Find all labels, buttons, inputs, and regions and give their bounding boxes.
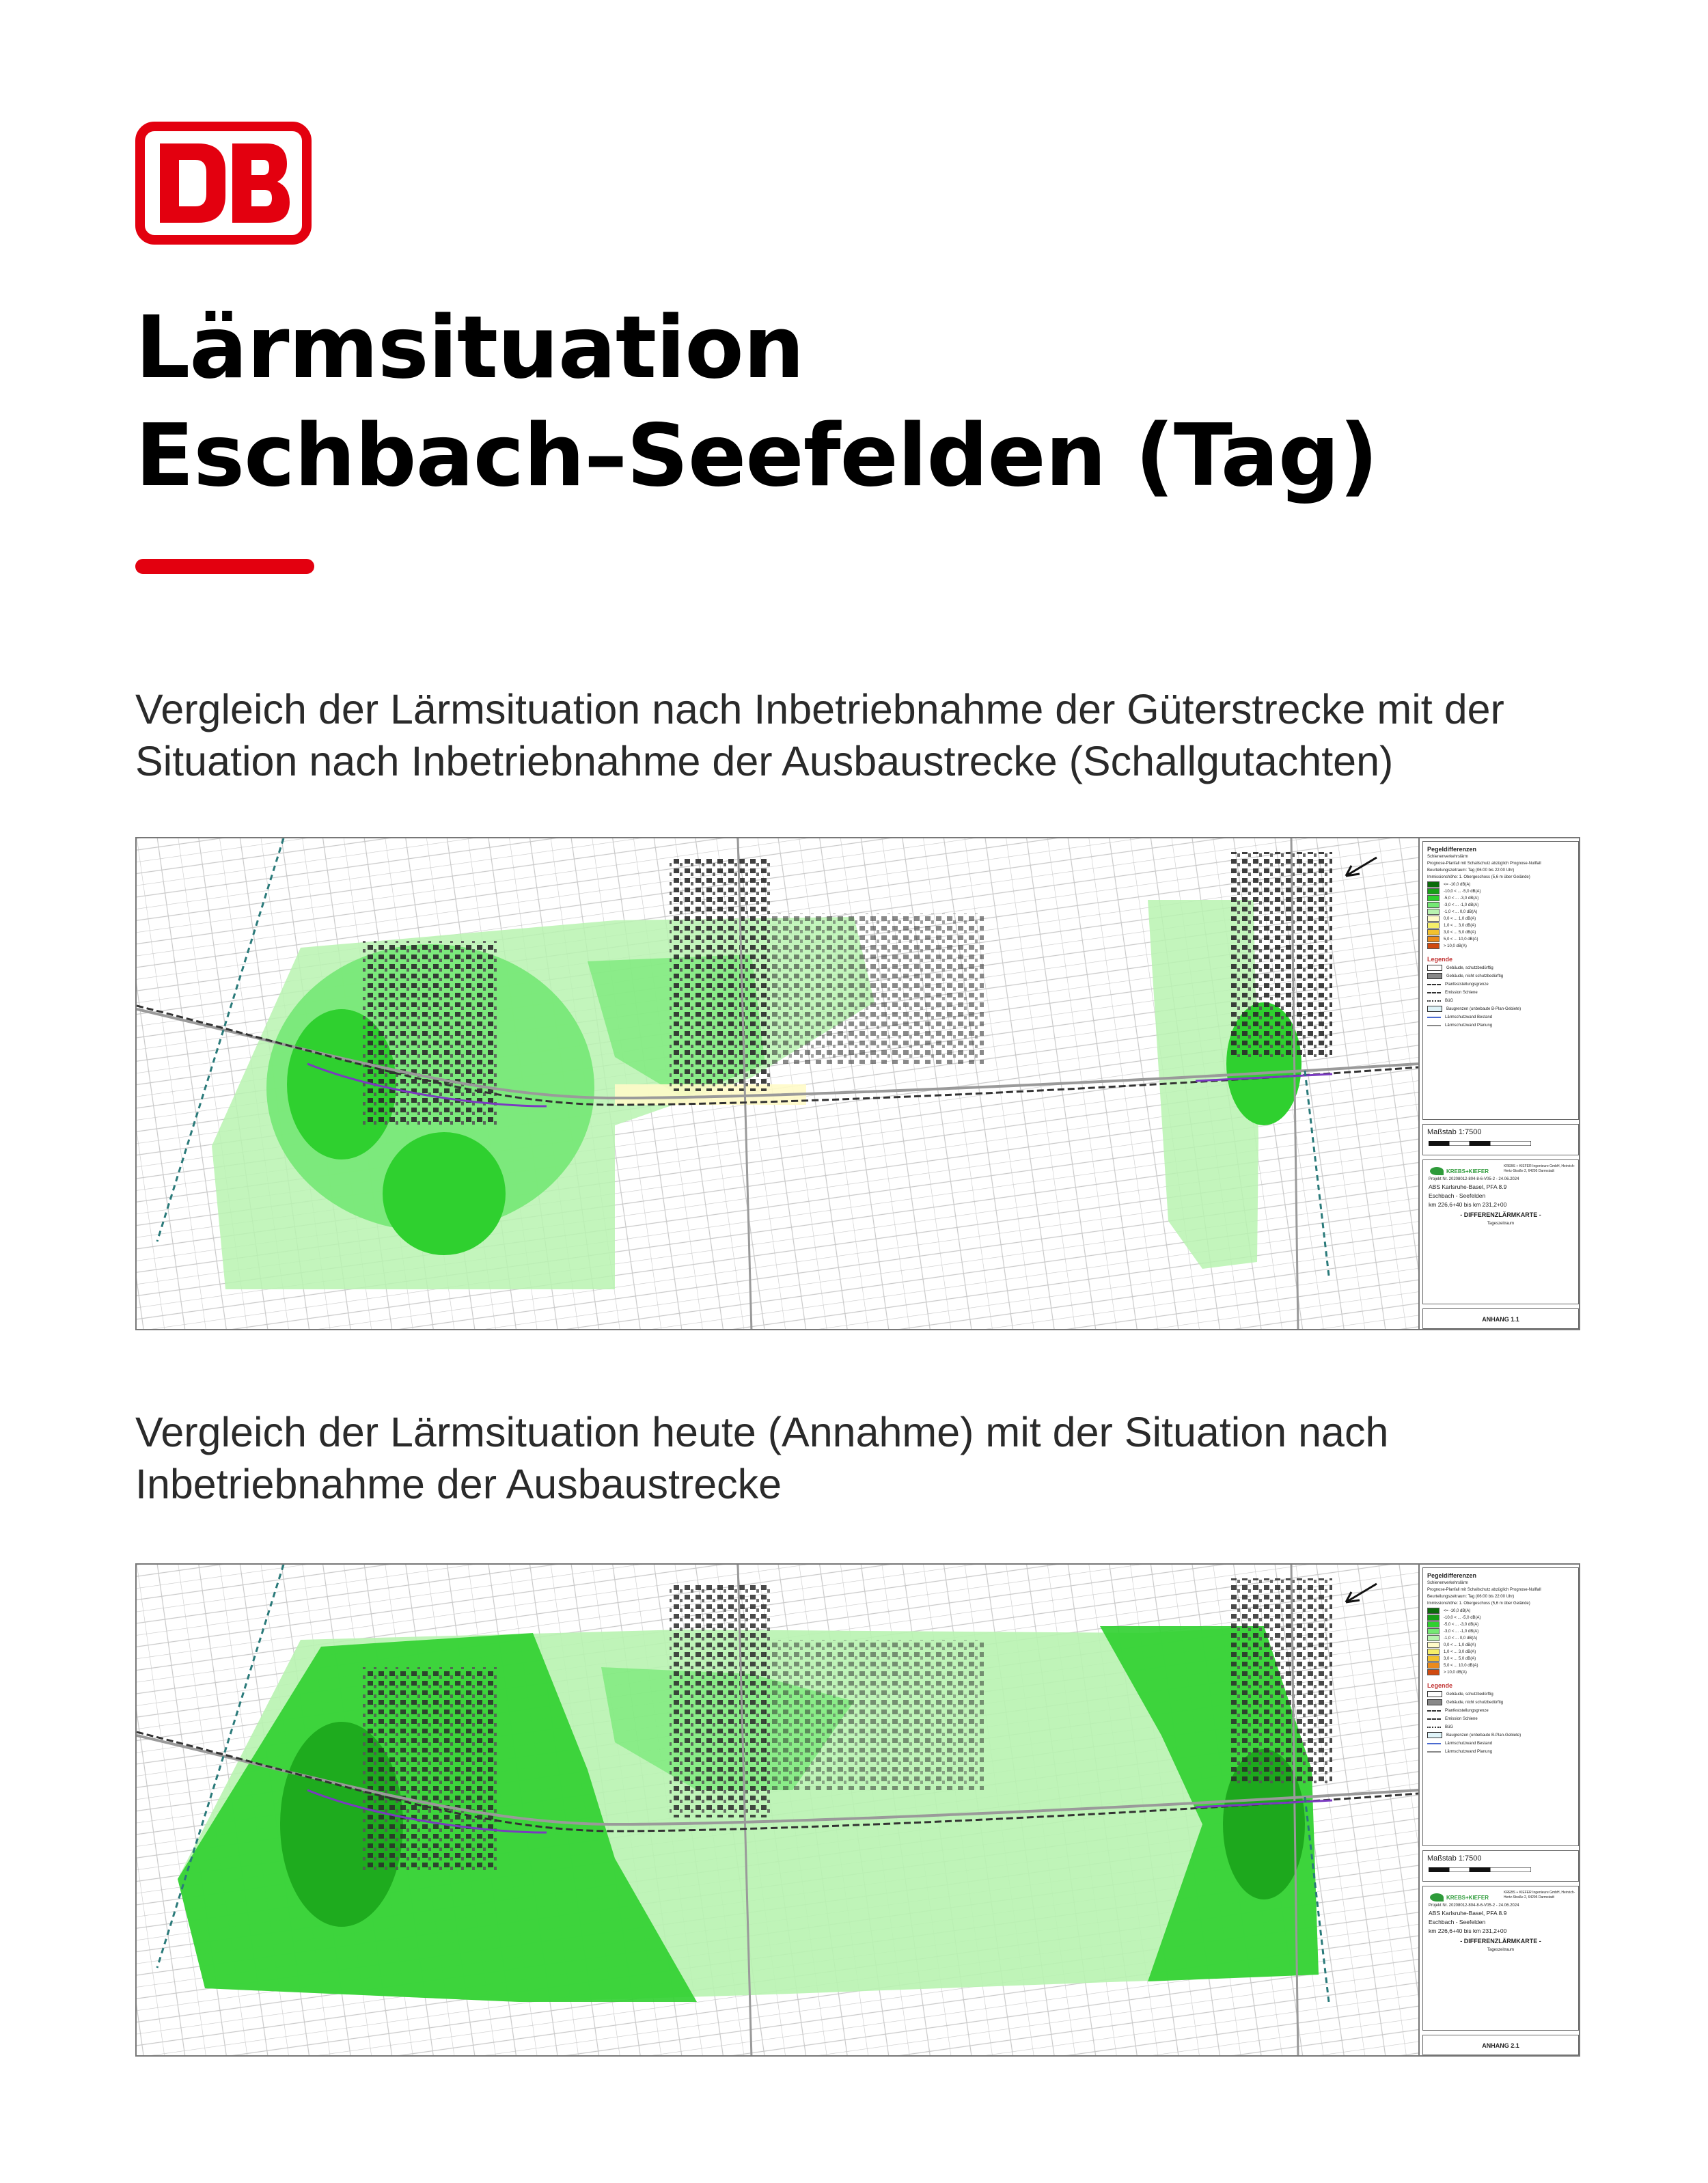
annex-label: ANHANG 1.1 bbox=[1482, 1316, 1519, 1323]
map-1-legend bbox=[1418, 838, 1580, 1330]
legend-level-label: 1,0 < ... 3,0 dB(A) bbox=[1444, 1649, 1476, 1654]
legende-item-label: BüG bbox=[1445, 998, 1454, 1003]
legend-swatch bbox=[1427, 1642, 1440, 1648]
legende-item-label: Gebäude, nicht schutzbedürftig bbox=[1446, 1700, 1504, 1705]
legende-item-label: Lärmschutzwand Bestand bbox=[1445, 1015, 1493, 1019]
legend-level-label: -10,0 < ... -5,0 dB(A) bbox=[1444, 889, 1481, 894]
project-title-line: km 226,6+40 bis km 231,2+00 bbox=[1429, 1927, 1507, 1934]
project-title-line: ABS Karlsruhe-Basel, PFA 8.9 bbox=[1429, 1183, 1507, 1190]
legend-main-box bbox=[1422, 841, 1579, 1120]
legende-symbol-icon bbox=[1427, 1718, 1441, 1720]
legend-level-row bbox=[1427, 1656, 1574, 1662]
legend-swatch bbox=[1427, 909, 1440, 915]
legend-swatch bbox=[1427, 936, 1440, 942]
company-logo-icon bbox=[1430, 1167, 1444, 1175]
legende-heading: Legende bbox=[1427, 1682, 1453, 1689]
legend-note: Schienenverkehrslärm bbox=[1427, 855, 1468, 859]
legend-scale-box bbox=[1422, 1124, 1579, 1155]
legend-level-row bbox=[1427, 936, 1574, 942]
legende-item-label: Emission Schiene bbox=[1445, 1716, 1478, 1721]
legende-item bbox=[1427, 1716, 1574, 1722]
legende-item-label: Planfeststellungsgrenze bbox=[1445, 982, 1489, 987]
legend-title-block bbox=[1422, 1886, 1579, 2031]
legend-level-label: 3,0 < ... 5,0 dB(A) bbox=[1444, 930, 1476, 935]
legend-level-label: 5,0 < ... 10,0 dB(A) bbox=[1444, 1663, 1478, 1668]
map-type: - DIFFERENZLÄRMKARTE - bbox=[1460, 1211, 1541, 1218]
legend-level-label: 3,0 < ... 5,0 dB(A) bbox=[1444, 1656, 1476, 1661]
legend-title-block bbox=[1422, 1159, 1579, 1304]
legend-levels bbox=[1423, 1608, 1578, 1675]
legend-level-row bbox=[1427, 1635, 1574, 1641]
legende-symbol-icon bbox=[1427, 1699, 1442, 1705]
legende-symbol-icon bbox=[1427, 1691, 1442, 1697]
legend-heading: Pegeldifferenzen bbox=[1427, 1572, 1477, 1579]
scale-ruler bbox=[1429, 1141, 1531, 1146]
title-line-1: Lärmsituation bbox=[135, 297, 804, 398]
legende-item bbox=[1427, 989, 1574, 996]
legend-swatch bbox=[1427, 1635, 1440, 1641]
company-logo-icon bbox=[1430, 1893, 1444, 1901]
legend-swatch bbox=[1427, 1628, 1440, 1634]
scale-ruler bbox=[1429, 1867, 1531, 1872]
legende-item-label: Baugrenzen (unbebaute B-Plan-Gebiete) bbox=[1446, 1006, 1521, 1011]
legende-items bbox=[1423, 1691, 1578, 1755]
legend-level-row bbox=[1427, 909, 1574, 915]
annex-box bbox=[1422, 2035, 1579, 2055]
legend-level-row bbox=[1427, 1649, 1574, 1655]
project-title-line: Eschbach - Seefelden bbox=[1429, 1919, 1486, 1925]
legend-level-row bbox=[1427, 1642, 1574, 1648]
legend-level-row bbox=[1427, 1608, 1574, 1614]
legend-swatch bbox=[1427, 922, 1440, 929]
legende-item bbox=[1427, 981, 1574, 987]
db-logo-letters bbox=[145, 131, 302, 235]
legende-item bbox=[1427, 1707, 1574, 1714]
company-name: KREBS+KIEFER bbox=[1446, 1168, 1489, 1175]
company-name: KREBS+KIEFER bbox=[1446, 1894, 1489, 1901]
project-number: Projekt Nr. 20208012-804-8-6-V05-2 - 24.06.2024 bbox=[1429, 1904, 1519, 1908]
legende-symbol-icon bbox=[1427, 1743, 1441, 1744]
legende-item bbox=[1427, 1748, 1574, 1755]
legende-item-label: Baugrenzen (unbebaute B-Plan-Gebiete) bbox=[1446, 1733, 1521, 1738]
legend-swatch bbox=[1427, 1621, 1440, 1628]
legend-note: Prognose-Planfall mit Schallschutz abzüglich Prognose-Nullfall bbox=[1427, 862, 1541, 866]
legende-item bbox=[1427, 965, 1574, 971]
legend-swatch bbox=[1427, 888, 1440, 894]
legend-level-row bbox=[1427, 1615, 1574, 1621]
legend-swatch bbox=[1427, 1662, 1440, 1669]
legend-swatch bbox=[1427, 943, 1440, 949]
section1-caption-line-1: Vergleich der Lärmsituation nach Inbetriebnahme der Güterstrecke mit der bbox=[135, 686, 1504, 732]
legend-level-label: <= -10,0 dB(A) bbox=[1444, 1608, 1471, 1613]
legend-level-label: 5,0 < ... 10,0 dB(A) bbox=[1444, 937, 1478, 942]
legende-item-label: Planfeststellungsgrenze bbox=[1445, 1708, 1489, 1713]
annex-label: ANHANG 2.1 bbox=[1482, 2042, 1519, 2049]
legende-symbol-icon bbox=[1427, 1751, 1441, 1753]
legend-level-label: 1,0 < ... 3,0 dB(A) bbox=[1444, 923, 1476, 928]
legende-symbol-icon bbox=[1427, 1710, 1441, 1712]
map-type: - DIFFERENZLÄRMKARTE - bbox=[1460, 1938, 1541, 1945]
legend-level-label: -1,0 < ... 0,0 dB(A) bbox=[1444, 1636, 1478, 1640]
legend-swatch bbox=[1427, 1649, 1440, 1655]
legende-item bbox=[1427, 998, 1574, 1004]
project-title-line: Eschbach - Seefelden bbox=[1429, 1192, 1486, 1199]
legende-symbol-icon bbox=[1427, 1017, 1441, 1018]
legende-item bbox=[1427, 1022, 1574, 1028]
legende-symbol-icon bbox=[1427, 1000, 1441, 1002]
period-label: Tageszeitraum bbox=[1487, 1222, 1515, 1226]
legend-level-row bbox=[1427, 1621, 1574, 1628]
legende-symbol-icon bbox=[1427, 965, 1442, 971]
period-label: Tageszeitraum bbox=[1487, 1948, 1515, 1952]
legend-note: Beurteilungszeitraum: Tag (06:00 bis 22:00 Uhr) bbox=[1427, 1595, 1515, 1599]
legende-symbol-icon bbox=[1427, 1025, 1441, 1026]
section2-caption bbox=[135, 1406, 1604, 1510]
map-2-drawing bbox=[137, 1565, 1418, 2057]
legend-note: Schienenverkehrslärm bbox=[1427, 1581, 1468, 1585]
legende-item-label: Lärmschutzwand Planung bbox=[1445, 1749, 1493, 1754]
section1-caption bbox=[135, 683, 1604, 787]
legend-level-label: 0,0 < ... 1,0 dB(A) bbox=[1444, 916, 1476, 921]
legend-level-label: 0,0 < ... 1,0 dB(A) bbox=[1444, 1643, 1476, 1647]
map-1-drawing bbox=[137, 838, 1418, 1330]
legende-item bbox=[1427, 1006, 1574, 1012]
legend-swatch bbox=[1427, 1615, 1440, 1621]
page-title bbox=[135, 294, 1378, 510]
legende-items bbox=[1423, 965, 1578, 1028]
legend-level-row bbox=[1427, 902, 1574, 908]
legende-symbol-icon bbox=[1427, 992, 1441, 993]
section1-caption-line-2: Situation nach Inbetriebnahme der Ausbaustrecke (Schallgutachten) bbox=[135, 738, 1394, 784]
project-title-line: km 226,6+40 bis km 231,2+00 bbox=[1429, 1201, 1507, 1208]
legend-level-row bbox=[1427, 1669, 1574, 1675]
map-2-legend bbox=[1418, 1565, 1580, 2057]
legende-item bbox=[1427, 1724, 1574, 1730]
legend-level-label: > 10,0 dB(A) bbox=[1444, 944, 1467, 948]
db-logo bbox=[135, 122, 312, 245]
legende-symbol-icon bbox=[1427, 1732, 1442, 1738]
legende-item bbox=[1427, 1732, 1574, 1738]
legende-item-label: Lärmschutzwand Bestand bbox=[1445, 1741, 1493, 1746]
legende-item bbox=[1427, 973, 1574, 979]
annex-box bbox=[1422, 1308, 1579, 1329]
legend-scale-box bbox=[1422, 1850, 1579, 1882]
legende-item bbox=[1427, 1691, 1574, 1697]
legend-swatch bbox=[1427, 1669, 1440, 1675]
legend-swatch bbox=[1427, 1608, 1440, 1614]
legend-note: Immissionshöhe: 1. Obergeschoss (5,6 m über Gelände) bbox=[1427, 875, 1530, 879]
section2-caption-line-2: Inbetriebnahme der Ausbaustrecke bbox=[135, 1461, 782, 1507]
legend-level-label: -3,0 < ... -1,0 dB(A) bbox=[1444, 903, 1479, 907]
company-address: KREBS + KIEFER Ingenieure GmbH, Heinrich-Hertz-Straße 2, 64295 Darmstadt bbox=[1504, 1164, 1575, 1173]
noise-map-1 bbox=[135, 837, 1580, 1330]
legend-swatch bbox=[1427, 1656, 1440, 1662]
legend-level-row bbox=[1427, 1628, 1574, 1634]
legende-heading: Legende bbox=[1427, 956, 1453, 963]
legende-item bbox=[1427, 1740, 1574, 1746]
legend-swatch bbox=[1427, 916, 1440, 922]
project-title-line: ABS Karlsruhe-Basel, PFA 8.9 bbox=[1429, 1910, 1507, 1917]
legende-item bbox=[1427, 1699, 1574, 1705]
legend-levels bbox=[1423, 881, 1578, 949]
project-number: Projekt Nr. 20208012-804-8-6-V05-2 - 24.06.2024 bbox=[1429, 1177, 1519, 1181]
legend-level-row bbox=[1427, 929, 1574, 935]
legend-level-label: -1,0 < ... 0,0 dB(A) bbox=[1444, 909, 1478, 914]
legend-level-row bbox=[1427, 888, 1574, 894]
company-address: KREBS + KIEFER Ingenieure GmbH, Heinrich-Hertz-Straße 2, 64295 Darmstadt bbox=[1504, 1891, 1575, 1899]
legend-swatch bbox=[1427, 902, 1440, 908]
legend-level-row bbox=[1427, 1662, 1574, 1669]
title-line-2: Eschbach–Seefelden (Tag) bbox=[135, 405, 1378, 506]
legend-main-box bbox=[1422, 1567, 1579, 1846]
legend-swatch bbox=[1427, 929, 1440, 935]
legende-symbol-icon bbox=[1427, 984, 1441, 985]
legende-item-label: Emission Schiene bbox=[1445, 990, 1478, 995]
legend-swatch bbox=[1427, 895, 1440, 901]
scale-label: Maßstab 1:7500 bbox=[1427, 1128, 1482, 1136]
legende-item-label: Gebäude, nicht schutzbedürftig bbox=[1446, 974, 1504, 978]
legend-note: Prognose-Planfall mit Schallschutz abzüglich Prognose-Nullfall bbox=[1427, 1588, 1541, 1592]
legend-note: Beurteilungszeitraum: Tag (06:00 bis 22:00 Uhr) bbox=[1427, 868, 1515, 873]
legende-symbol-icon bbox=[1427, 1006, 1442, 1012]
legende-item bbox=[1427, 1014, 1574, 1020]
legend-heading: Pegeldifferenzen bbox=[1427, 846, 1477, 853]
legende-item-label: Gebäude, schutzbedürftig bbox=[1446, 1692, 1493, 1697]
legend-level-row bbox=[1427, 916, 1574, 922]
legend-level-row bbox=[1427, 943, 1574, 949]
legende-item-label: BüG bbox=[1445, 1725, 1454, 1729]
legende-symbol-icon bbox=[1427, 973, 1442, 979]
legend-level-label: -5,0 < ... -3,0 dB(A) bbox=[1444, 1622, 1479, 1627]
accent-divider bbox=[135, 559, 314, 574]
legend-note: Immissionshöhe: 1. Obergeschoss (5,6 m über Gelände) bbox=[1427, 1602, 1530, 1606]
legend-level-label: -10,0 < ... -5,0 dB(A) bbox=[1444, 1615, 1481, 1620]
scale-label: Maßstab 1:7500 bbox=[1427, 1854, 1482, 1863]
legend-level-row bbox=[1427, 922, 1574, 929]
legende-item-label: Lärmschutzwand Planung bbox=[1445, 1023, 1493, 1028]
legend-level-label: <= -10,0 dB(A) bbox=[1444, 882, 1471, 887]
legend-level-row bbox=[1427, 895, 1574, 901]
legend-level-row bbox=[1427, 881, 1574, 888]
legende-symbol-icon bbox=[1427, 1727, 1441, 1728]
legende-item-label: Gebäude, schutzbedürftig bbox=[1446, 965, 1493, 970]
legend-level-label: -3,0 < ... -1,0 dB(A) bbox=[1444, 1629, 1479, 1634]
section2-caption-line-1: Vergleich der Lärmsituation heute (Annahme) mit der Situation nach bbox=[135, 1409, 1389, 1455]
legend-level-label: -5,0 < ... -3,0 dB(A) bbox=[1444, 896, 1479, 901]
legend-level-label: > 10,0 dB(A) bbox=[1444, 1670, 1467, 1675]
noise-map-2 bbox=[135, 1563, 1580, 2057]
legend-swatch bbox=[1427, 881, 1440, 888]
